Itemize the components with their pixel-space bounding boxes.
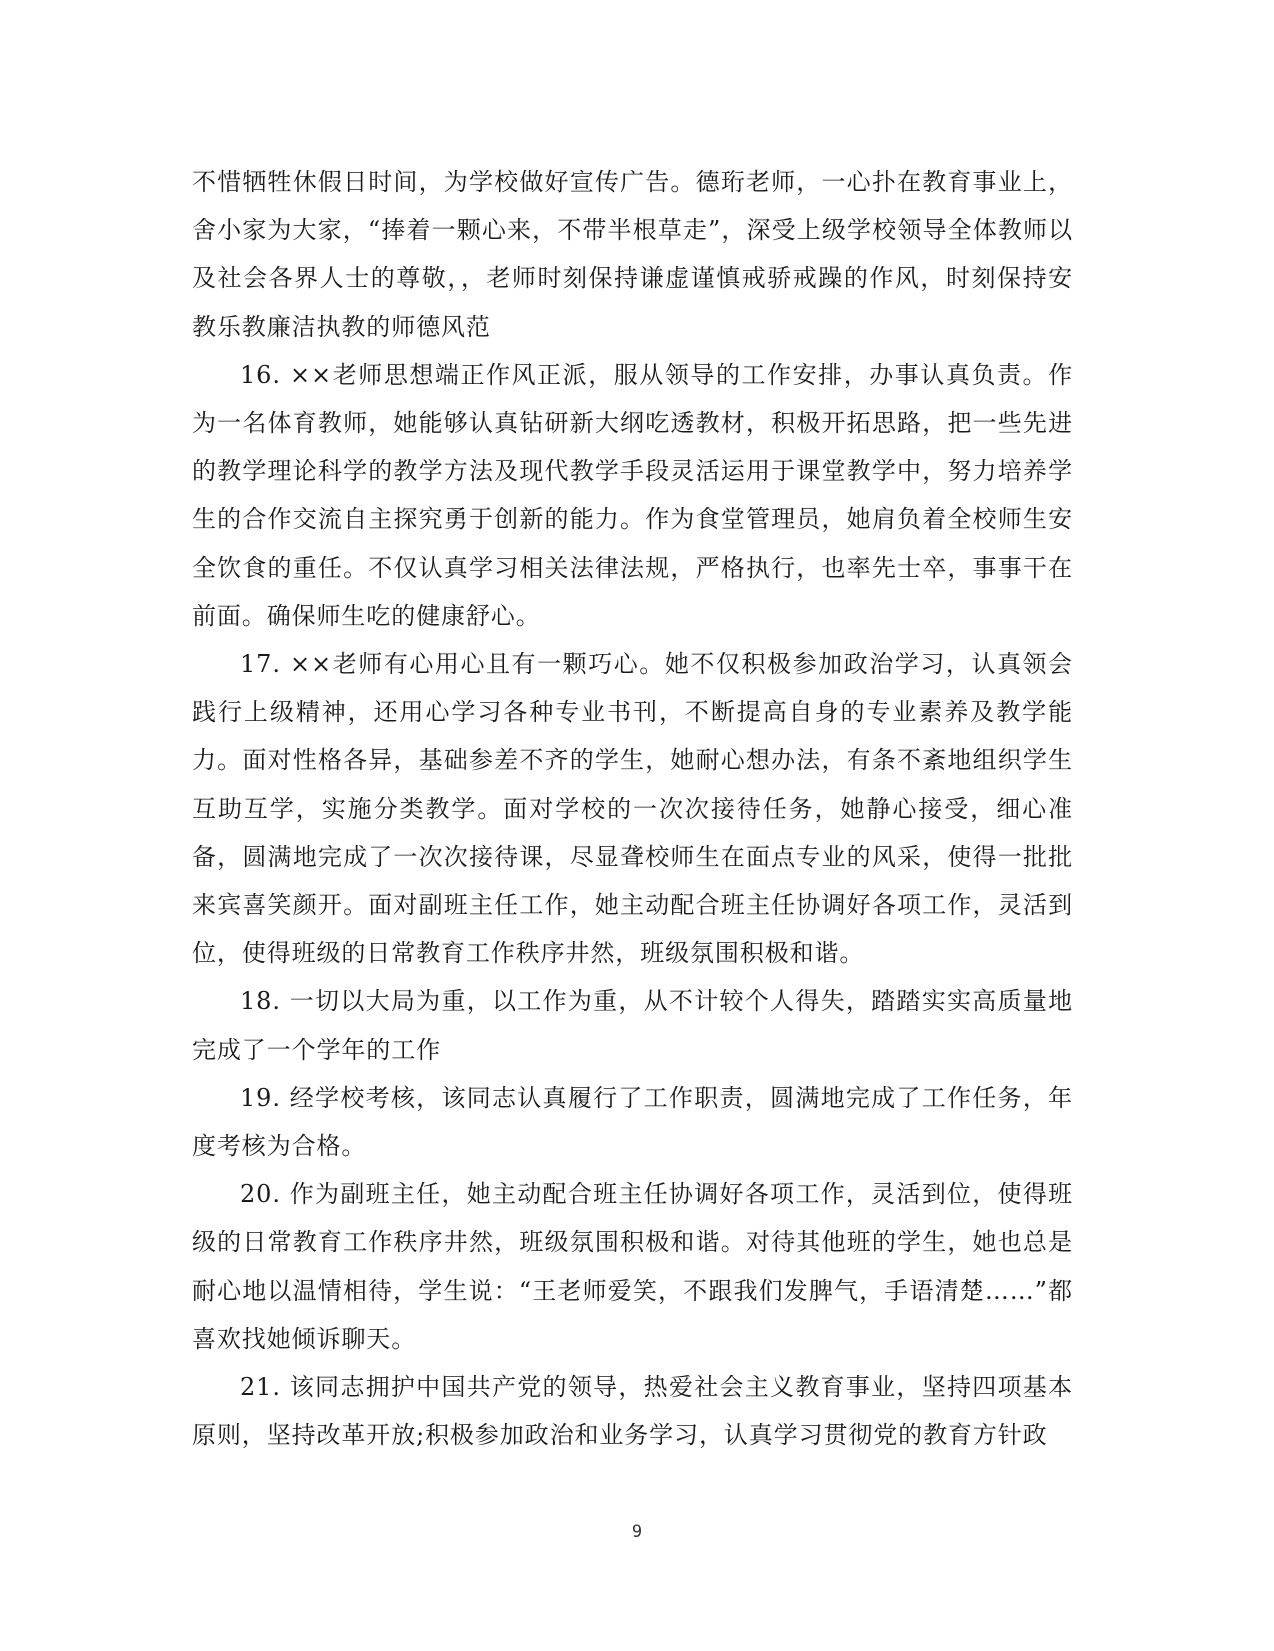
document-body — [192, 158, 1073, 1459]
paragraph-item-18: 18. 一切以大局为重，以工作为重，从不计较个人得失，踏踏实实高质量地完成了一个学年的工作 — [192, 987, 1073, 1064]
paragraph-item-20: 20. 作为副班主任，她主动配合班主任协调好各项工作，灵活到位，使得班级的日常教育工作秩序井然，班级氛围积极和谐。对待其他班的学生，她也总是耐心地以温情相待，学生说：“王老师爱笑，不跟我们发脾气，手语清楚……”都喜欢找她倾诉聊天。 — [192, 1180, 1073, 1353]
page-number: 9 — [631, 1522, 643, 1542]
paragraph-item-19: 19. 经学校考核，该同志认真履行了工作职责，圆满地完成了工作任务，年度考核为合格。 — [192, 1083, 1073, 1161]
paragraph-item-16: 16. ××老师思想端正作风正派，服从领导的工作安排，办事认真负责。作为一名体育教师，她能够认真钻研新大纲吃透教材，积极开拓思路，把一些先进的教学理论科学的教学方法及现代教学手段灵活运用于课堂教学中，努力培养学生的合作交流自主探究勇于创新的能力。作为食堂管理员，她肩负着全校师生安全饮食的重任。不仅认真学习相关法律法规，严格执行，也率先士卒，事事干在前面。确保师生吃的健康舒心。 — [192, 360, 1073, 630]
paragraph-item-17: 17. ××老师有心用心且有一颗巧心。她不仅积极参加政治学习，认真领会践行上级精神，还用心学习各种专业书刊，不断提高自身的专业素养及教学能力。面对性格各异，基础参差不齐的学生，她耐心想办法，有条不紊地组织学生互助互学，实施分类教学。面对学校的一次次接待任务，她静心接受，细心准备，圆满地完成了一次次接待课，尽显聋校师生在面点专业的风采，使得一批批来宾喜笑颜开。面对副班主任工作，她主动配合班主任协调好各项工作，灵活到位，使得班级的日常教育工作秩序井然，班级氛围积极和谐。 — [192, 650, 1073, 968]
paragraph-continuation: 不惜牺牲休假日时间，为学校做好宣传广告。德珩老师，一心扑在教育事业上，舍小家为大家，“捧着一颗心来，不带半根草走”，深受上级学校领导全体教师以及社会各界人士的尊敬，，老师时刻保持谦虚谨慎戒骄戒躁的作风，时刻保持安教乐教廉洁执教的师德风范 — [192, 168, 1073, 341]
paragraph-item-21: 21. 该同志拥护中国共产党的领导，热爱社会主义教育事业，坚持四项基本原则，坚持改革开放;积极参加政治和业务学习，认真学习贯彻党的教育方针政 — [192, 1373, 1073, 1450]
